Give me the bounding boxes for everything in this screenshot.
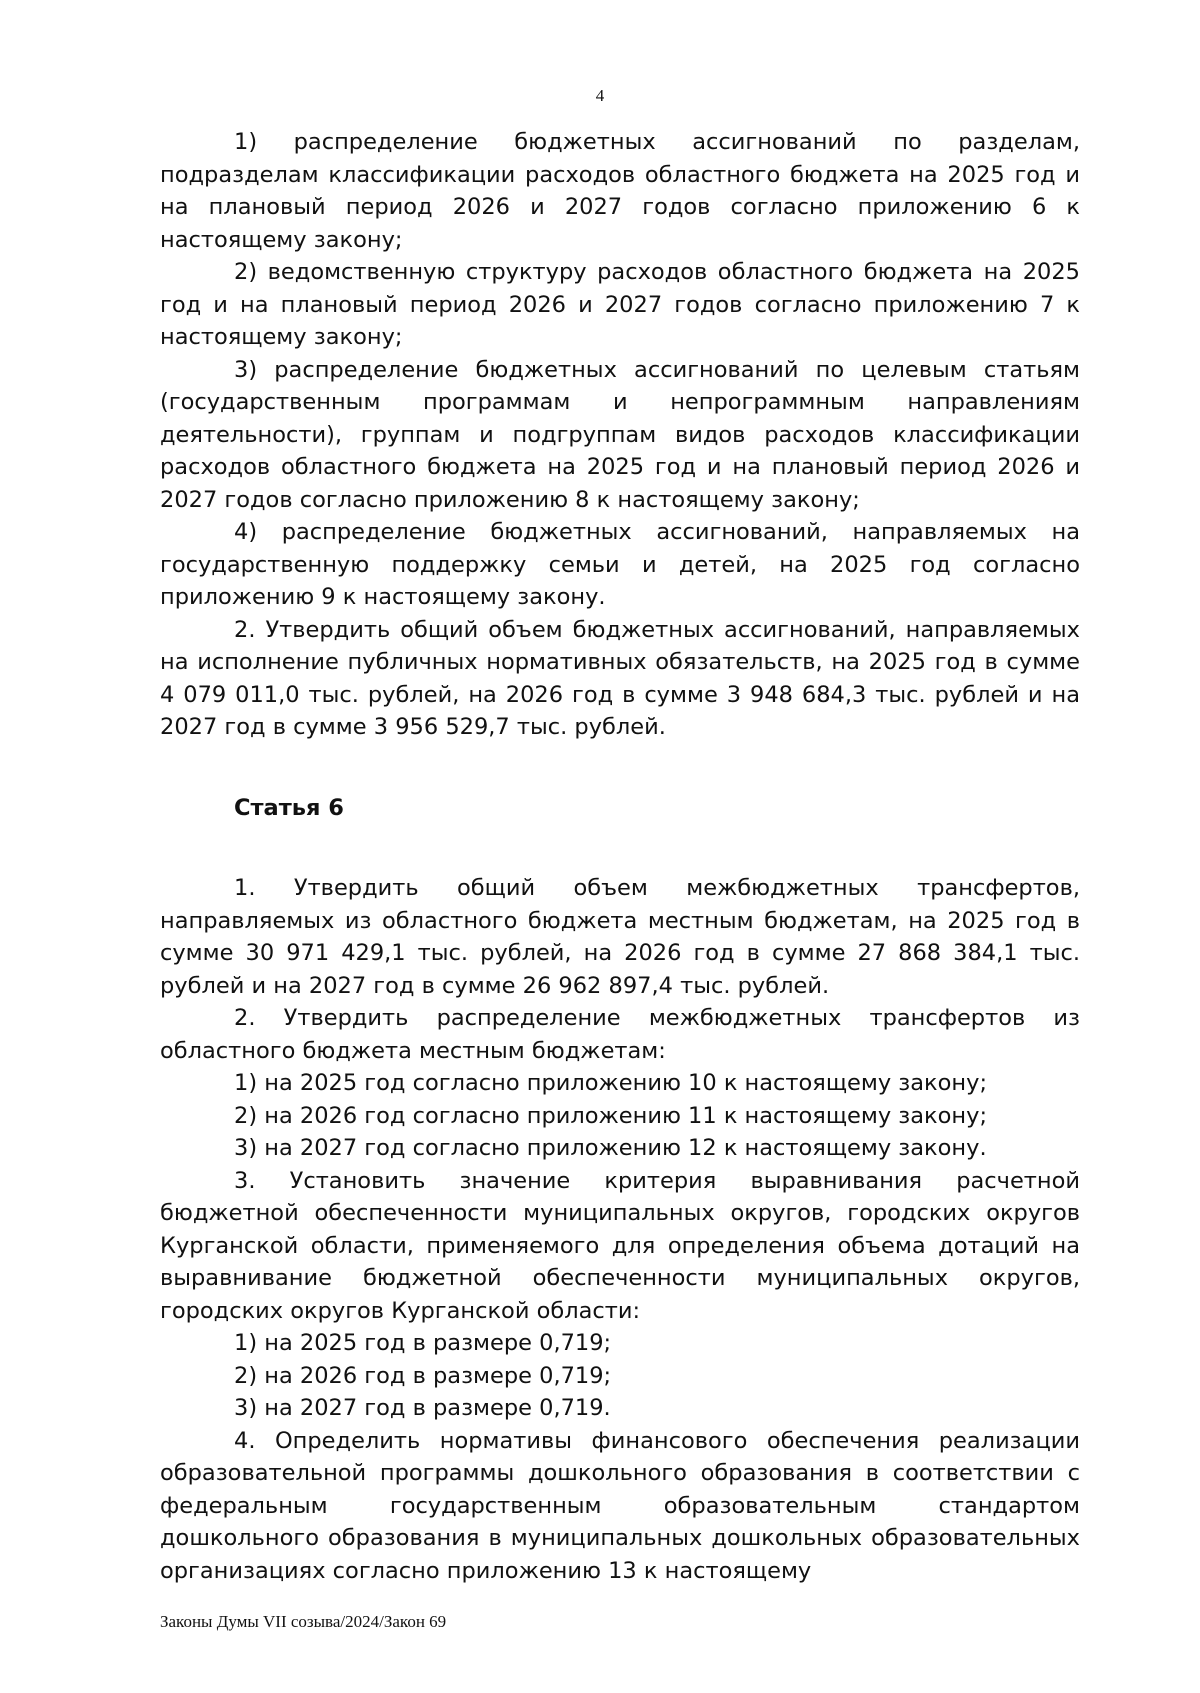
paragraph: 2. Утвердить общий объем бюджетных ассигнований, направляемых на исполнение публичных нормативных обязательств, на 2025 год в сумме 4 079 011,0 тыс. рублей, на 2026 год в сумме 3 948 684,3 тыс. рублей и на 2027 год в сумме 3 956 529,7 тыс. рублей. [160, 616, 1080, 740]
list-item: 1) на 2025 год согласно приложению 10 к настоящему закону; [234, 1070, 988, 1096]
paragraph: 2) ведомственную структуру расходов областного бюджета на 2025 год и на плановый период 2026 и 2027 годов согласно приложению 7 к настоящему закону; [160, 259, 1080, 350]
page-number: 4 [595, 86, 605, 105]
document-footer: Законы Думы VII созыва/2024/Закон 69 [160, 1612, 447, 1631]
paragraph: 4. Определить нормативы финансового обеспечения реализации образовательной программы дошкольного образования в соответствии с федеральным государственным образовательным стандартом дошкольного образования в муниципальных дошкольных образовательных организациях согласно приложению 13 к настоящему [160, 1427, 1080, 1584]
paragraph: 2. Утвердить распределение межбюджетных трансфертов из областного бюджета местным бюджетам: [160, 1005, 1080, 1064]
list-item: 2) на 2026 год в размере 0,719; [234, 1362, 612, 1389]
paragraph: 1. Утвердить общий объем межбюджетных трансфертов, направляемых из областного бюджета местным бюджетам, на 2025 год в сумме 30 971 429,1 тыс. рублей, на 2026 год в сумме 27 868 384,1 тыс. рублей и на 2027 год в сумме 26 962 897,4 тыс. рублей. [160, 875, 1080, 999]
list-item: 2) на 2026 год согласно приложению 11 к настоящему закону; [234, 1102, 988, 1129]
list-item: 3) на 2027 год в размере 0,719. [234, 1395, 611, 1421]
paragraph: 1) распределение бюджетных ассигнований по разделам, подразделам классификации расходов областного бюджета на 2025 год и на плановый период 2026 и 2027 годов согласно приложению 6 к настоящему закону; [160, 129, 1080, 253]
paragraph: 3) распределение бюджетных ассигнований по целевым статьям (государственным программам и непрограммным направлениям деятельности), группам и подгруппам видов расходов классификации расходов областного бюджета на 2025 год и на плановый период 2026 и 2027 годов согласно приложению 8 к настоящему закону; [160, 356, 1080, 513]
article-heading: Статья 6 [234, 794, 344, 821]
paragraph: 4) распределение бюджетных ассигнований, направляемых на государственную поддержку семьи и детей, на 2025 год согласно приложению 9 к настоящему закону. [160, 519, 1080, 610]
paragraph: 3. Установить значение критерия выравнивания расчетной бюджетной обеспеченности муниципальных округов, городских округов Курганской области, применяемого для определения объема дотаций на выравнивание бюджетной обеспеченности муниципальных округов, городских округов Курганской области: [160, 1167, 1080, 1324]
list-item: 3) на 2027 год согласно приложению 12 к настоящему закону. [234, 1135, 987, 1161]
document-body [160, 126, 1080, 1587]
list-item: 1) на 2025 год в размере 0,719; [234, 1330, 612, 1356]
